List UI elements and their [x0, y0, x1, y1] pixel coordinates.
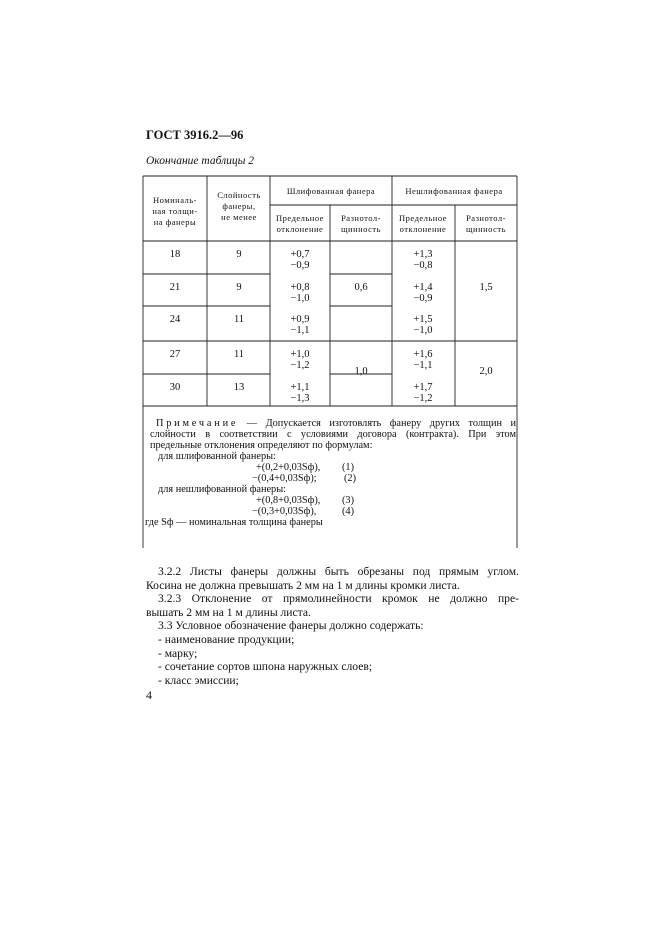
header-sanded-dev-1: Предельное [276, 213, 324, 223]
para-3-2-2-line-2: Косина не должна превышать 2 мм на 1 м длины кромки листа. [146, 578, 460, 592]
header-unsanded-var-1: Разнотол- [466, 213, 506, 223]
cell-sanded-minus: −1,3 [290, 393, 310, 404]
para-3-2-3-line-1: 3.2.3 Отклонение от прямолинейности кромок не должно пре- [158, 592, 519, 606]
list-item: - класс эмиссии; [158, 673, 239, 687]
list-item: - сочетание сортов шпона наружных слоев; [158, 660, 373, 674]
note-label: Примечание [156, 418, 239, 429]
cell-thickness: 24 [169, 314, 181, 325]
header-sanded-var-1: Разнотол- [341, 213, 381, 223]
formula-4: −(0,3+0,03Sф), (4) [252, 506, 355, 517]
para-3-2-3-line-2: вышать 2 мм на 1 м длины листа. [146, 605, 311, 619]
table-caption: Окончание таблицы 2 [146, 155, 254, 167]
cell-layers: 13 [233, 382, 245, 393]
header-layers-2: фанеры, [222, 201, 256, 211]
header-layers-1: Слойность [217, 190, 261, 200]
cell-sanded-minus: −1,0 [290, 293, 310, 304]
cell-unsanded-plus: +1,6 [413, 349, 433, 360]
header-sanded: Шлифованная фанера [286, 186, 376, 196]
note-sanded-label: для шлифованной фанеры: [158, 451, 276, 462]
para-3-2-2-line-1: 3.2.2 Листы фанеры должны быть обрезаны под прямым углом. [158, 565, 519, 578]
cell-sanded-plus: +1,1 [290, 382, 310, 393]
cell-sanded-minus: −0,9 [290, 260, 310, 271]
cell-unsanded-plus: +1,4 [413, 282, 433, 293]
header-sanded-dev-2: отклонение [276, 224, 324, 234]
list-item: - наименование продукции; [158, 632, 295, 646]
document-code: ГОСТ 3916.2—96 [146, 128, 244, 142]
cell-thickness: 18 [169, 249, 181, 260]
cell-sanded-minus: −1,2 [290, 360, 310, 371]
formula-1: +(0,2+0,03Sф), (1) [256, 462, 355, 473]
note-line-1: Примечание — Допускается изготовлять фанеру других толщин и [156, 418, 516, 429]
table-note [145, 418, 516, 528]
cell-unsanded-var-group2: 2,0 [479, 366, 493, 377]
cell-sanded-plus: +0,7 [290, 249, 310, 260]
cell-unsanded-minus: −0,8 [413, 260, 433, 271]
cell-layers: 11 [233, 314, 245, 325]
header-nominal-3: на фанеры [153, 217, 197, 227]
cell-unsanded-minus: −1,2 [413, 393, 433, 404]
cell-layers: 9 [236, 249, 242, 260]
cell-unsanded-plus: +1,5 [413, 314, 433, 325]
cell-sanded-plus: +0,9 [290, 314, 310, 325]
header-nominal-2: ная толщи- [152, 206, 198, 216]
cell-unsanded-plus: +1,7 [413, 382, 433, 393]
cell-unsanded-minus: −0,9 [413, 293, 433, 304]
header-unsanded-dev-1: Предельное [399, 213, 447, 223]
list-item: - марку; [158, 646, 198, 660]
note-where: где Sф — номинальная толщина фанеры [145, 517, 323, 528]
cell-unsanded-var-group1: 1,5 [479, 282, 493, 293]
note-line-2: слойности в соответствии с условиями договора (контракта). При этом [150, 429, 516, 440]
cell-sanded-var-group1: 0,6 [354, 282, 368, 293]
cell-sanded-plus: +0,8 [290, 282, 310, 293]
note-line-3: предельные отклонения определяют по формулам: [150, 440, 373, 451]
header-layers-3: не менее [221, 212, 257, 222]
cell-sanded-minus: −1,1 [290, 325, 310, 336]
header-nominal-1: Номиналь- [153, 195, 197, 205]
body-text [146, 565, 519, 687]
page-number: 4 [146, 688, 152, 702]
cell-sanded-plus: +1,0 [290, 349, 310, 360]
cell-thickness: 27 [169, 349, 181, 360]
cell-thickness: 21 [169, 282, 181, 293]
cell-unsanded-minus: −1,1 [413, 360, 433, 371]
cell-layers: 9 [236, 282, 242, 293]
cell-unsanded-plus: +1,3 [413, 249, 433, 260]
cell-sanded-var-group2: 1,0 [354, 366, 368, 377]
formula-2: −(0,4+0,03Sф); (2) [252, 473, 357, 484]
header-sanded-var-2: щинность [340, 224, 382, 234]
formula-3: +(0,8+0,03Sф), (3) [256, 495, 355, 506]
header-unsanded-var-2: щинность [465, 224, 507, 234]
cell-unsanded-minus: −1,0 [413, 325, 433, 336]
para-3-3: 3.3 Условное обозначение фанеры должно содержать: [158, 619, 424, 633]
cell-thickness: 30 [169, 382, 181, 393]
header-unsanded: Нешлифованная фанера [405, 186, 503, 196]
cell-layers: 11 [233, 349, 245, 360]
header-unsanded-dev-2: отклонение [399, 224, 447, 234]
note-unsanded-label: для нешлифованной фанеры: [158, 484, 286, 495]
